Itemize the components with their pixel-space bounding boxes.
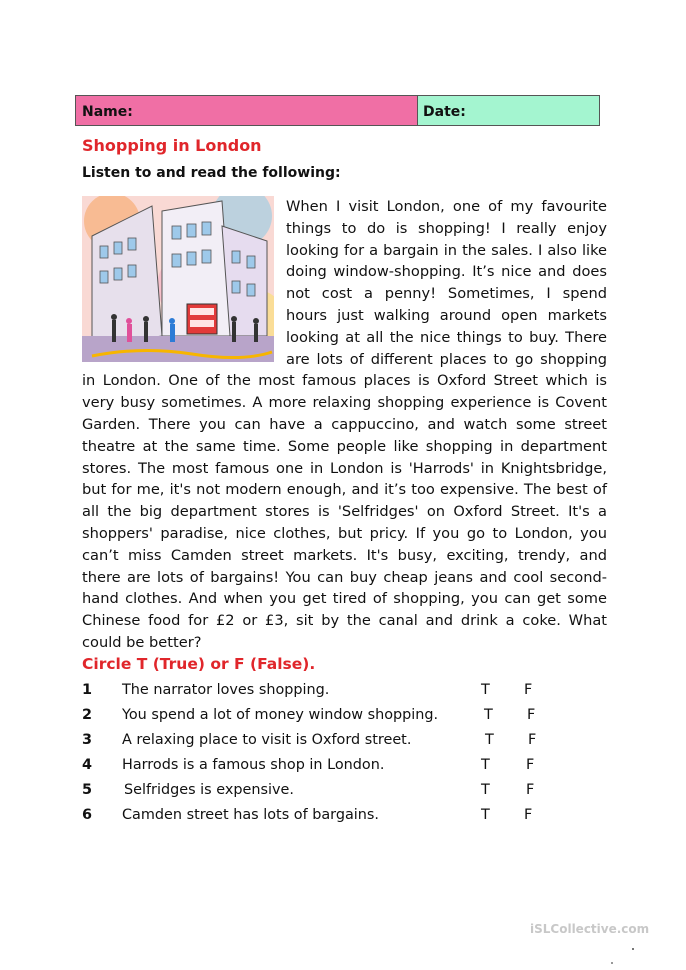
- decorative-dot: [611, 962, 613, 964]
- false-option[interactable]: F: [526, 757, 535, 773]
- name-field[interactable]: [76, 96, 418, 125]
- false-option[interactable]: F: [524, 807, 533, 823]
- true-option[interactable]: T: [481, 682, 490, 698]
- false-option[interactable]: F: [527, 707, 536, 723]
- question-row: [0, 732, 686, 754]
- question-row: [0, 707, 686, 729]
- question-text: Harrods is a famous shop in London.: [122, 757, 385, 773]
- question-number: 6: [82, 807, 93, 823]
- true-option[interactable]: T: [484, 707, 493, 723]
- question-number: 1: [82, 682, 93, 698]
- decorative-dot: [632, 948, 634, 950]
- question-text: Camden street has lots of bargains.: [122, 807, 379, 823]
- question-row: [0, 682, 686, 704]
- exercise-title: Circle T (True) or F (False).: [82, 655, 316, 673]
- question-text: A relaxing place to visit is Oxford street.: [122, 732, 412, 748]
- instruction-text: Listen to and read the following:: [82, 165, 341, 181]
- question-row: [0, 782, 686, 804]
- question-row: [0, 757, 686, 779]
- false-option[interactable]: F: [524, 682, 533, 698]
- false-option[interactable]: F: [526, 782, 535, 798]
- date-field[interactable]: [418, 96, 599, 125]
- question-number: 2: [82, 707, 93, 723]
- date-label: Date:: [423, 104, 466, 120]
- name-date-bar: [75, 95, 600, 126]
- true-option[interactable]: T: [481, 807, 490, 823]
- name-label: Name:: [82, 104, 133, 120]
- question-text: The narrator loves shopping.: [122, 682, 330, 698]
- reading-passage: [82, 196, 607, 654]
- true-option[interactable]: T: [481, 782, 490, 798]
- true-option[interactable]: T: [485, 732, 494, 748]
- passage-text: When I visit London, one of my favourite things to do is shopping! I really enjoy looking for a bargain in the sales. I also like doing window-shopping. It’s nice and does not cost a penny! Sometimes, I spend hours just walking around open markets looking at all the nice things to buy. There are lots of different places to go shopping in London. One of the most famous places is Oxford Street which is very busy sometimes. A more relaxing shopping experience is Covent Garden. There you can have a cappuccino, and watch some street theatre at the same time. Some people like shopping in department stores. The most famous one in London is 'Harrods' in Knightsbridge, but for me, it's not modern enough, and it’s too expensive. The best of all the big department stores is 'Selfridges' on Oxford Street. It's a shoppers' paradise, nice clothes, but pricy. If you go to London, you can’t miss Camden street markets. It's busy, exciting, trendy, and there are lots of bargains! You can buy cheap jeans and cool second-hand clothes. And when you get tired of shopping, you can get some Chinese food for £2 or £3, sit by the canal and drink a coke. What could be better?: [82, 198, 607, 651]
- question-number: 5: [82, 782, 93, 798]
- question-text: You spend a lot of money window shopping.: [122, 707, 439, 723]
- question-number: 3: [82, 732, 93, 748]
- false-option[interactable]: F: [528, 732, 537, 748]
- worksheet-title: Shopping in London: [82, 136, 262, 155]
- question-text: Selfridges is expensive.: [124, 782, 294, 798]
- watermark: iSLCollective.com: [530, 922, 650, 936]
- question-row: [0, 807, 686, 829]
- london-street-illustration: [82, 196, 274, 362]
- true-option[interactable]: T: [481, 757, 490, 773]
- question-number: 4: [82, 757, 93, 773]
